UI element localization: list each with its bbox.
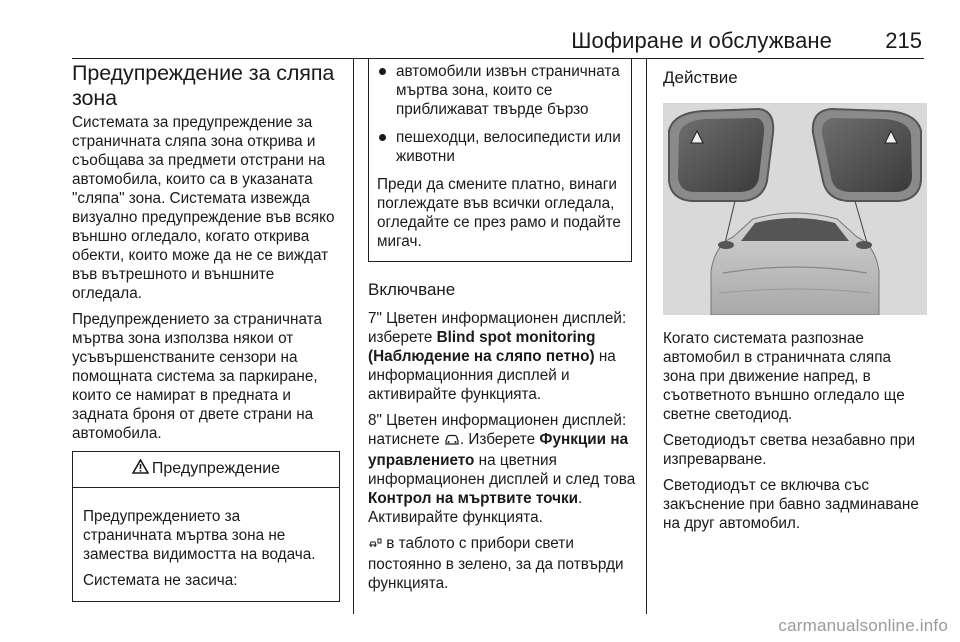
column-right — [663, 58, 927, 540]
menu-item-name: Функции на управлението — [368, 431, 629, 469]
bullet-icon — [379, 134, 386, 141]
lane-change-note: Преди да смените платно, винаги поглеждате във всички огледала, огледайте се през рамо и подайте мигач. — [377, 176, 621, 250]
list-item — [377, 128, 631, 166]
sensor-paragraph: Предупреждението за страничната мъртва зона използва някои от усъвършенстваните сензори на помощната система за паркиране, които се намират в предната и задната броня от двете страни на автомобила. — [72, 311, 322, 442]
warning-header — [73, 452, 339, 488]
overtake-paragraph: Светодиодът светва незабавно при изпреварване. — [663, 432, 916, 468]
warning-text: Системата не засича: — [83, 572, 238, 589]
activation-7inch-paragraph: 7" Цветен информационен дисплей: изберете Blind spot monitoring (Наблюдение на сляпо петно) на информационния дисплей и активирайте функцията. — [368, 310, 627, 403]
car-mirror-illustration — [663, 103, 927, 315]
bullet-list — [377, 62, 631, 166]
warning-box — [72, 451, 340, 602]
menu-item-name: Blind spot monitoring (Наблюдение на сляпо петно) — [368, 329, 596, 365]
intro-paragraph: Системата за предупреждение за страничната сляпа зона открива и съобщава за предмети отстрани на автомобила, които са в указаната "сляпа" зона. Системата извежда визуално предупреждение във всяко външно огледало, когато открива обекти, които може да не се виждат във вътрешното и външните огледала. — [72, 114, 335, 302]
operation-paragraph: Когато системата разпознае автомобил в страничната сляпа зона при движение напред, в съответното външно огледало ще светне светодиод. — [663, 330, 905, 423]
column-divider — [353, 58, 354, 614]
list-item-text: автомобили извън страничната мъртва зона, които се приближават твърде бързо — [396, 63, 620, 118]
warning-body — [73, 488, 339, 601]
warning-triangle-icon — [132, 459, 149, 479]
page-number: 215 — [885, 28, 922, 53]
column-divider — [646, 58, 647, 614]
car-settings-icon — [444, 432, 460, 451]
blind-spot-indicator-icon — [368, 536, 382, 555]
warning-box-continued — [368, 58, 632, 262]
watermark: carmanualsonline.info — [778, 616, 948, 635]
warning-text: Предупреждението за страничната мъртва зона не замества видимостта на водача. — [83, 508, 316, 563]
warning-title: Предупреждение — [151, 460, 281, 477]
menu-item-name: Контрол на мъртвите точки — [368, 490, 579, 507]
activation-heading: Включване — [368, 280, 456, 299]
list-item — [377, 62, 631, 119]
slow-overtake-paragraph: Светодиодът се включва със закъснение при бавно задминаване на друг автомобил. — [663, 477, 919, 532]
list-item-text: пешеходци, велосипедисти или животни — [396, 129, 621, 165]
indicator-paragraph: в таблото с прибори свети постоянно в зелено, за да потвърди функцията. — [368, 535, 624, 592]
section-heading: Предупреждение за сляпа зона — [72, 61, 335, 110]
activation-8inch-paragraph: 8" Цветен информационен дисплей: натиснете . Изберете Функции на управлението на цветния информационен дисплей и след това Контрол на мъртвите точки. Активирайте функцията. — [368, 412, 636, 526]
page-header-title: Шофиране и обслужване — [571, 28, 832, 53]
operation-heading: Действие — [663, 68, 738, 87]
column-left — [72, 58, 340, 602]
column-middle — [368, 58, 636, 600]
bullet-icon — [379, 68, 386, 75]
